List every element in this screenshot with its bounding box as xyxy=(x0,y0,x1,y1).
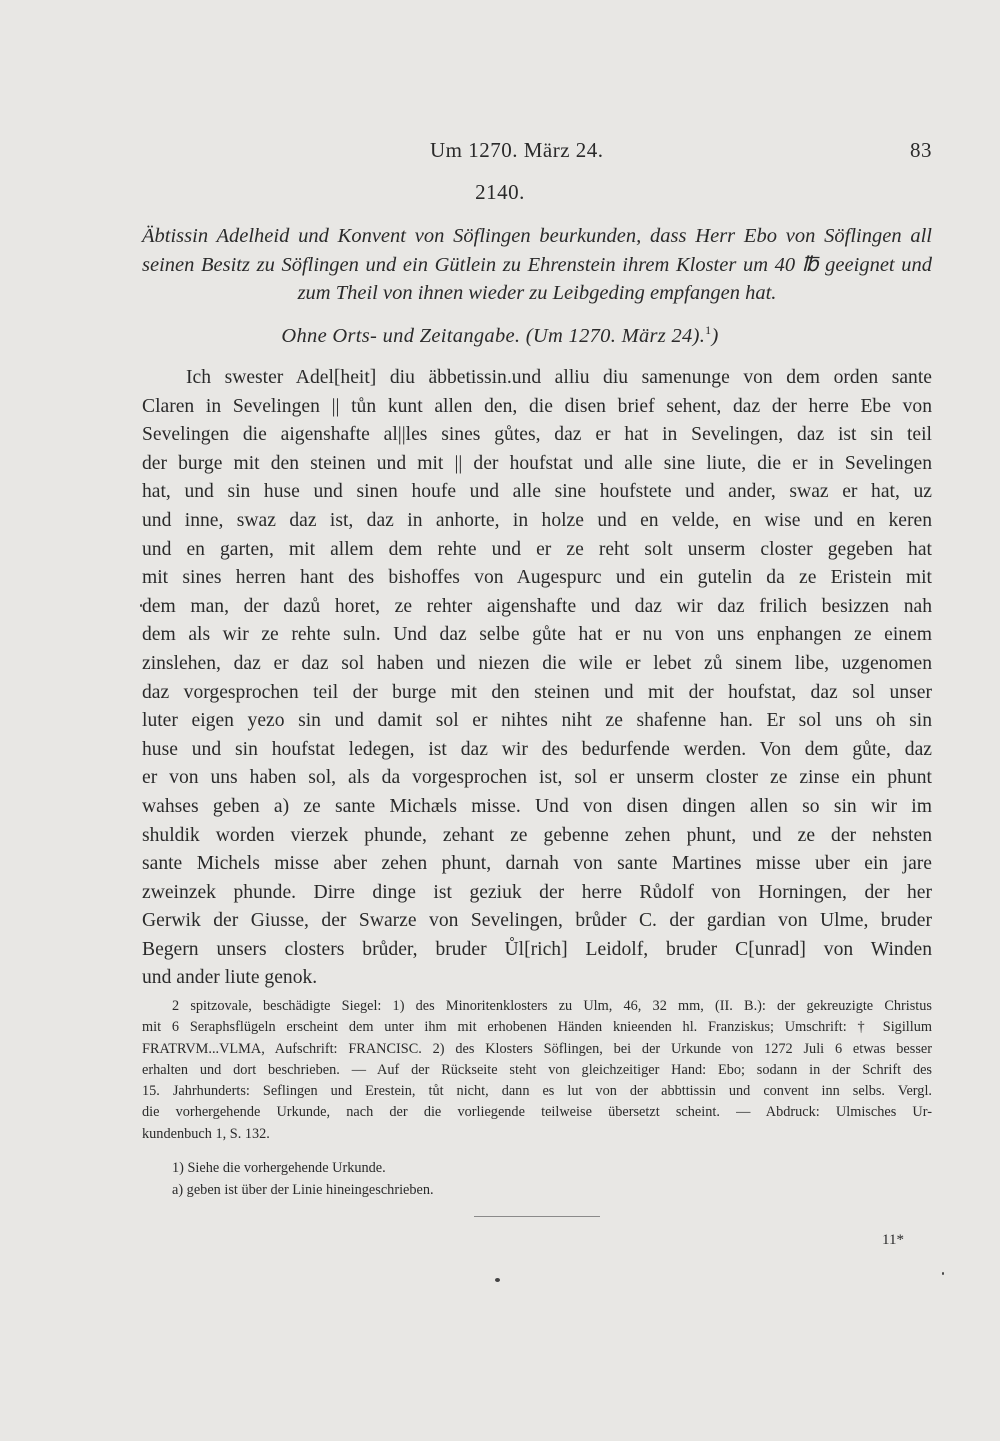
sheet-signature-mark: 11* xyxy=(882,1232,904,1248)
note-line: die vorhergehende Urkunde, nach der die vorliegende teilweise übersetzt scheint. — Abdruck: Ulmisches Ur- xyxy=(142,1104,932,1121)
note-line: FRATRVM...VLMA, Aufschrift: FRANCISC. 2) des Klosters Söflingen, bei der Urkunde von 1272 Juli 6 etwas besser xyxy=(142,1040,932,1057)
running-title: Um 1270. März 24. xyxy=(430,138,604,162)
regest-summary xyxy=(142,222,932,308)
text-line: daz vorgesprochen teil der burge mit den steinen und mit der houfstat, daz sol unser xyxy=(142,681,932,703)
note-line: mit 6 Seraphsflügeln erscheint dem unter ihm mit erhobenen Händen knieenden hl. Franziskus; Umschrift: † Sigillum xyxy=(142,1019,932,1036)
text-line: luter eigen yezo sin und damit sol er nihtes niht ze shafenne han. Er sol uns oh sin xyxy=(142,710,932,732)
footnote: 1) Siehe die vorhergehende Urkunde. xyxy=(172,1160,386,1176)
paper-speck xyxy=(140,604,142,607)
footnotes xyxy=(172,1157,932,1201)
text-line: hat, und sin huse und sinen houfe und alle sine houfstete und ander, swaz er hat, uz xyxy=(142,481,932,503)
text-line: der burge mit den steinen und mit || der houfstat und alle sine liute, die er in Sevelingen xyxy=(142,452,932,474)
dateline: Ohne Orts- und Zeitangabe. (Um 1270. März 24).$^1$) xyxy=(281,323,719,347)
page-number: 83 xyxy=(910,138,932,162)
document-number: 2140. xyxy=(475,180,525,204)
text-line: und en garten, mit allem dem rehte und er ze reht solt unserm closter gegeben hat xyxy=(142,538,932,560)
regest-line: seinen Besitz zu Söflingen und ein Gütlein zu Ehrenstein ihrem Kloster um 40 ℔ geeignet und xyxy=(142,253,932,276)
note-line: 15. Jahrhunderts: Seflingen und Erestein, tůt nicht, dann es lut von der abbttissin und convent inn selbs. Vergl. xyxy=(142,1083,932,1100)
paper-speck xyxy=(495,1278,500,1282)
dateline-text: Ohne Orts- und Zeitangabe. (Um 1270. März 24). xyxy=(281,324,706,347)
text-line: mit sines herren hant des bishoffes von Augespurc und ein gutelin da ze Eristein mit xyxy=(142,567,932,589)
paper-speck xyxy=(942,1272,944,1275)
note-line: kundenbuch 1, S. 132. xyxy=(142,1125,270,1142)
text-line: Sevelingen die aigenshafte al||les sines gůtes, daz er hat in Sevelingen, daz ist sin teil xyxy=(142,424,932,446)
text-line: zweinzek phunde. Dirre dinge ist geziuk der herre Růdolf von Horningen, der her xyxy=(142,881,932,903)
note-line: 2 spitzovale, beschädigte Siegel: 1) des Minoritenklosters zu Ulm, 46, 32 mm, (II. B.): der gekreuzigte Christus xyxy=(172,998,932,1014)
text-line: dem man, der dazů horet, ze rehter aigenshafte und daz wir daz frilich besizzen nah xyxy=(142,595,932,617)
seal-notes xyxy=(142,996,932,1145)
text-line: Claren in Sevelingen || tůn kunt allen den, die disen brief sehent, daz der herre Ebe von xyxy=(142,395,932,417)
note-line: erhalten und dort beschrieben. — Auf der Rückseite steht von gleichzeitiger Hand: Ebo; sodann in der Schrift des xyxy=(142,1061,932,1078)
text-line: dem als wir ze rehte suln. Und daz selbe gůte hat er nu von uns enphangen ze einem xyxy=(142,624,932,646)
text-line: er von uns haben sol, als da vorgesprochen ist, sol er unserm closter ze zinse ein phunt xyxy=(142,767,932,789)
charter-text xyxy=(142,364,932,993)
dateline-footnote-ref: 1 xyxy=(705,323,712,337)
separator-rule xyxy=(474,1216,600,1217)
text-line: und inne, swaz daz ist, daz in anhorte, in holze und en velde, en wise und en keren xyxy=(142,509,932,531)
footnote: a) geben ist über der Linie hineingeschrieben. xyxy=(172,1182,434,1198)
text-line: shuldik worden vierzek phunde, zehant ze gebenne zehen phunt, und ze der nehsten xyxy=(142,824,932,846)
text-line: und ander liute genok. xyxy=(142,967,318,989)
text-line: sante Michels misse aber zehen phunt, darnah von sante Martines misse uber ein jare xyxy=(142,853,932,875)
text-line: Ich swester Adel[heit] diu äbbetissin.und alliu diu samenunge von dem orden sante xyxy=(186,367,932,388)
page-header xyxy=(140,138,932,168)
regest-line: Äbtissin Adelheid und Konvent von Söflingen beurkunden, dass Herr Ebo von Söflingen all xyxy=(142,225,932,247)
text-line: Begern unsers closters brůder, bruder Ůl[rich] Leidolf, bruder C[unrad] von Winden xyxy=(142,938,932,960)
text-line: huse und sin houfstat ledegen, ist daz wir des bedurfende werden. Von dem gůte, daz xyxy=(142,738,932,760)
text-line: wahses geben a) ze sante Michæls misse. Und von disen dingen allen so sin wir im xyxy=(142,795,932,817)
regest-line: zum Theil von ihnen wieder zu Leibgeding empfangen hat. xyxy=(297,282,777,304)
text-line: Gerwik der Giusse, der Swarze von Sevelingen, brůder C. der gardian von Ulme, bruder xyxy=(142,910,932,932)
text-line: zinslehen, daz er daz sol haben und niezen die wile er lebet zů sinem libe, uzgenomen xyxy=(142,652,932,674)
